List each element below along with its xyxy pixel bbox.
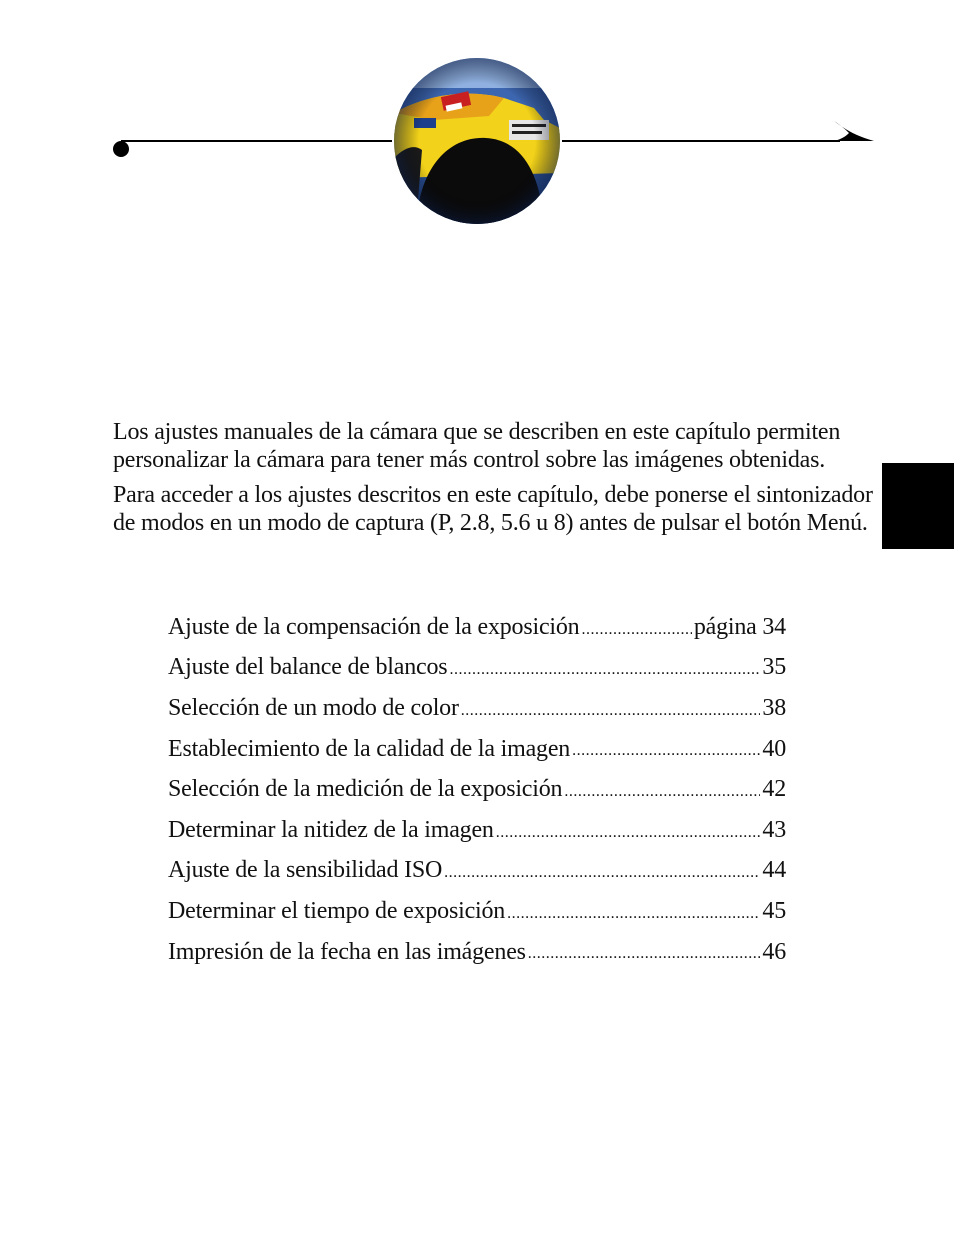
toc-entry[interactable] bbox=[168, 932, 786, 973]
toc-entry[interactable] bbox=[168, 648, 786, 689]
toc-entry-title: Selección de un modo de color bbox=[168, 694, 459, 721]
table-of-contents bbox=[168, 607, 786, 972]
toc-entry[interactable] bbox=[168, 688, 786, 729]
toc-entry-page: 44 bbox=[762, 857, 786, 884]
dot-leader bbox=[507, 907, 760, 921]
arrowhead-icon bbox=[834, 121, 874, 141]
toc-entry-title: Selección de la medición de la exposición bbox=[168, 776, 563, 803]
dot-leader bbox=[564, 785, 760, 799]
toc-entry-page: 46 bbox=[762, 938, 786, 965]
toc-entry-title: Ajuste de la compensación de la exposición bbox=[168, 613, 580, 640]
dot-leader bbox=[461, 704, 761, 718]
toc-entry-page: 42 bbox=[762, 776, 786, 803]
dot-leader bbox=[444, 866, 760, 880]
toc-entry-title: Determinar la nitidez de la imagen bbox=[168, 816, 494, 843]
toc-entry-title: Impresión de la fecha en las imágenes bbox=[168, 938, 526, 965]
toc-entry-page: 40 bbox=[762, 735, 786, 762]
toc-entry[interactable] bbox=[168, 851, 786, 892]
toc-entry-title: Ajuste del balance de blancos bbox=[168, 654, 448, 681]
toc-entry-page: página 34 bbox=[693, 613, 786, 640]
dot-leader bbox=[449, 663, 760, 677]
bullet-dot-icon bbox=[113, 141, 129, 157]
toc-entry[interactable] bbox=[168, 607, 786, 648]
intro-text bbox=[113, 418, 873, 544]
dot-leader bbox=[572, 744, 760, 758]
dot-leader bbox=[496, 826, 761, 840]
race-car-photo bbox=[394, 58, 560, 224]
toc-entry[interactable] bbox=[168, 891, 786, 932]
toc-entry-page: 35 bbox=[762, 654, 786, 681]
toc-entry-title: Determinar el tiempo de exposición bbox=[168, 897, 506, 924]
toc-entry-title: Ajuste de la sensibilidad ISO bbox=[168, 857, 443, 884]
chapter-tab-marker bbox=[882, 463, 954, 549]
toc-entry-title: Establecimiento de la calidad de la imagen bbox=[168, 735, 571, 762]
intro-paragraph-1: Los ajustes manuales de la cámara que se describen en este capítulo permiten personalizar la cámara para tener más control sobre las imágenes obtenidas. bbox=[113, 419, 841, 473]
toc-entry-page: 45 bbox=[762, 897, 786, 924]
dot-leader bbox=[528, 947, 761, 961]
intro-paragraph-2: Para acceder a los ajustes descritos en este capítulo, debe ponerse el sintonizador de modos en un modo de captura (P, 2.8, 5.6 u 8) antes de pulsar el botón Menú. bbox=[113, 482, 873, 536]
toc-entry-page: 43 bbox=[762, 816, 786, 843]
toc-entry-page: 38 bbox=[762, 694, 786, 721]
toc-entry[interactable] bbox=[168, 769, 786, 810]
toc-entry[interactable] bbox=[168, 810, 786, 851]
toc-entry[interactable] bbox=[168, 729, 786, 770]
dot-leader bbox=[581, 623, 691, 637]
